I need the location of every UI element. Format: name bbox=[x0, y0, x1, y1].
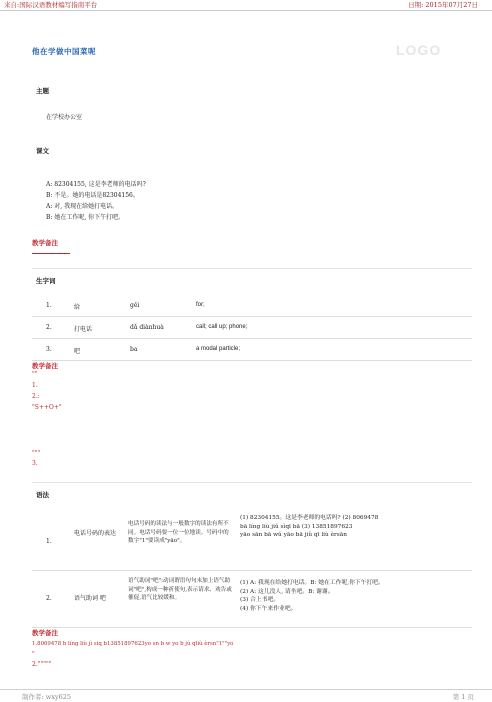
vocab-word: 吧 bbox=[74, 348, 81, 355]
note-line: "" bbox=[32, 371, 38, 378]
note-line: 2.: bbox=[32, 393, 40, 400]
grammar-explanation: 电话号码的读法与一般数字的读法有所不同。电话号码要一位一位地读。号码中的数字"1"要读成"yāo"。 bbox=[128, 521, 229, 544]
vocab-row bbox=[32, 317, 472, 339]
lesson-line: B: 她在工作呢, 你下午打吧。 bbox=[46, 214, 125, 221]
grammar-heading: 语法 bbox=[36, 491, 49, 499]
footer-divider bbox=[0, 689, 492, 690]
topic-heading: 主题 bbox=[36, 87, 49, 95]
heading-underline bbox=[32, 253, 70, 254]
section-divider bbox=[32, 482, 472, 483]
vocab-meaning: for; bbox=[196, 302, 205, 308]
example-line: (4) 你下午来作业吧。 bbox=[240, 605, 297, 612]
grammar-num: 1. bbox=[46, 538, 52, 545]
grammar-num: 2. bbox=[46, 595, 52, 602]
topic-text: 在学校办公室 bbox=[46, 114, 83, 121]
grammar-topic: 电话号码的表达 bbox=[74, 530, 117, 537]
logo: LOGO bbox=[396, 42, 442, 58]
grammar-topic: 语气助词 吧 bbox=[74, 595, 106, 602]
note-line: 1.8069478 b líng liù jì siq b13851897623yo sn b w yo b jù qliù èrsn"1""yo bbox=[32, 641, 234, 647]
example-line: (3) 合上书吧。 bbox=[240, 597, 280, 603]
example-line: (2) A: 这儿没人, 请坐吧。B: 谢谢。 bbox=[240, 588, 334, 595]
example-line: yāo sān bā wǔ yāo bā jiǔ qī liù èrsān bbox=[240, 532, 347, 538]
vocab-num: 2. bbox=[46, 324, 52, 331]
lesson-line: A: 对, 我现在给她打电话。 bbox=[46, 203, 119, 210]
source-label: 来自:国际汉语教材编写指南平台 bbox=[4, 1, 98, 9]
grammar-examples bbox=[240, 514, 470, 540]
lesson-line: A: 82304155, 这是李老师的电话吗? bbox=[46, 181, 146, 188]
page-title: 他在学做中国菜呢 bbox=[32, 47, 96, 56]
author-label: 制作者: wxy625 bbox=[22, 693, 72, 701]
vocab-meaning: a modal particle; bbox=[196, 346, 241, 352]
lesson-line: B: 不是。她的电话是82304156。 bbox=[46, 192, 139, 199]
vocab-num: 1. bbox=[46, 302, 52, 309]
teaching-notes-heading: 教学备注 bbox=[32, 362, 58, 370]
teaching-notes-heading: 教学备注 bbox=[32, 629, 58, 637]
vocab-pinyin: dǎ diànhuà bbox=[130, 324, 164, 331]
vocab-word: 打电话 bbox=[74, 326, 93, 333]
vocab-meaning: call; call up; phone; bbox=[196, 324, 248, 330]
vocab-pinyin: ba bbox=[130, 346, 138, 353]
note-line: 2.""""" bbox=[32, 661, 52, 668]
grammar-row bbox=[32, 571, 472, 628]
vocab-heading: 生字词 bbox=[36, 277, 56, 285]
note-line: """ bbox=[32, 450, 41, 457]
note-line: " bbox=[32, 651, 35, 658]
vocab-row bbox=[32, 295, 472, 317]
page-number: 第 1 页 bbox=[452, 693, 474, 701]
vocab-row bbox=[32, 339, 472, 361]
example-line: bā líng liù jiǔ sìqī bā (3) 13851897623 bbox=[240, 523, 353, 530]
note-line: 1. bbox=[32, 382, 38, 389]
vocab-num: 3. bbox=[46, 346, 52, 353]
lesson-heading: 课文 bbox=[36, 147, 49, 155]
example-line: (1) A: 我现在给她打电话。B: 她在工作呢,你下午打吧。 bbox=[240, 580, 384, 586]
example-line: (1) 82304155。这是李老师的电话吗? (2) 8069478 bbox=[240, 515, 379, 521]
vocab-word: 给 bbox=[74, 304, 81, 311]
teaching-notes-heading: 教学备注 bbox=[32, 239, 58, 247]
note-line: "S++O+" bbox=[32, 404, 62, 411]
date-label: 日期: 2015年07月27日 bbox=[408, 1, 478, 9]
grammar-explanation: 语气助词"吧":动词谓语句句末加上语气助词"吧",构成一种祈使句,表示请求、劝告或催促,语气比较缓和。 bbox=[128, 578, 232, 601]
section-divider bbox=[32, 268, 472, 269]
note-line: 3. bbox=[32, 460, 38, 467]
grammar-row bbox=[32, 508, 472, 571]
vocab-pinyin: gěi bbox=[130, 302, 140, 309]
grammar-table bbox=[32, 508, 472, 628]
grammar-examples bbox=[240, 579, 470, 613]
vocab-table bbox=[32, 295, 472, 361]
